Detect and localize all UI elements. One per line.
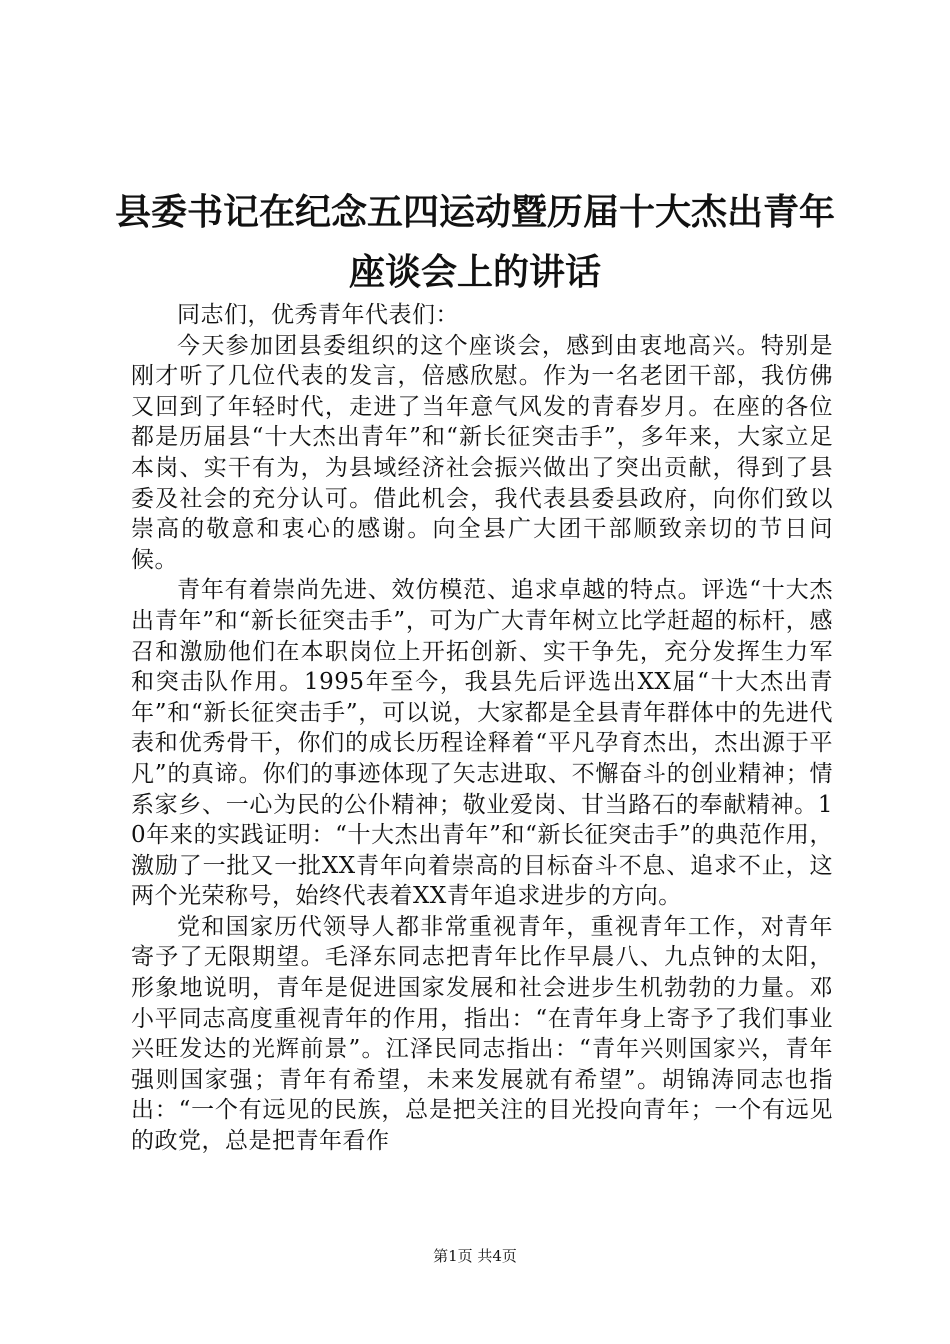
body-paragraph: 青年有着崇尚先进、效仿模范、追求卓越的特点。评选“十大杰出青年”和“新长征突击手”，可为广大青年树立比学赶超的标杆，感召和激励他们在本职岗位上开拓创新、实干争先，充分发挥生力军和突击队作用。1995年至今，我县先后评选出XX届“十大杰出青年”和“新长征突击手”，可以说，大家都是全县青年群体中的先进代表和优秀骨干，你们的成长历程诠释着“平凡孕育杰出，杰出源于平凡”的真谛。你们的事迹体现了矢志进取、不懈奋斗的创业精神；情系家乡、一心为民的公仆精神；敬业爱岗、甘当路石的奉献精神。10年来的实践证明：“十大杰出青年”和“新长征突击手”的典范作用，激励了一批又一批XX青年向着崇高的目标奋斗不息、追求不止，这两个光荣称号，始终代表着XX青年追求进步的方向。 bbox=[131, 577, 833, 910]
document-title-line-2: 座谈会上的讲话 bbox=[348, 251, 601, 293]
document-title-line-1: 县委书记在纪念五四运动暨历届十大杰出青年 bbox=[114, 191, 835, 233]
body-paragraph: 党和国家历代领导人都非常重视青年，重视青年工作，对青年寄予了无限期望。毛泽东同志把青年比作早晨八、九点钟的太阳，形象地说明，青年是促进国家发展和社会进步生机勃勃的力量。邓小平同志高度重视青年的作用，指出：“在青年身上寄予了我们事业兴旺发达的光辉前景”。江泽民同志指出：“青年兴则国家兴，青年强则国家强；青年有希望，未来发展就有希望”。胡锦涛同志也指出：“一个有远见的民族，总是把关注的目光投向青年；一个有远见的政党，总是把青年看作 bbox=[131, 913, 833, 1155]
page-number-footer: 第1页 共4页 bbox=[433, 1247, 517, 1265]
salutation-paragraph: 同志们，优秀青年代表们： bbox=[177, 302, 459, 328]
body-paragraph: 今天参加团县委组织的这个座谈会，感到由衷地高兴。特别是刚才听了几位代表的发言，倍感欣慰。作为一名老团干部，我仿佛又回到了年轻时代，走进了当年意气风发的青春岁月。在座的各位都是历届县“十大杰出青年”和“新长征突击手”，多年来，大家立足本岗、实干有为，为县域经济社会振兴做出了突出贡献，得到了县委及社会的充分认可。借此机会，我代表县委县政府，向你们致以崇高的敬意和衷心的感谢。向全县广大团干部顺致亲切的节日问候。 bbox=[131, 332, 833, 573]
document-body bbox=[131, 300, 833, 1157]
